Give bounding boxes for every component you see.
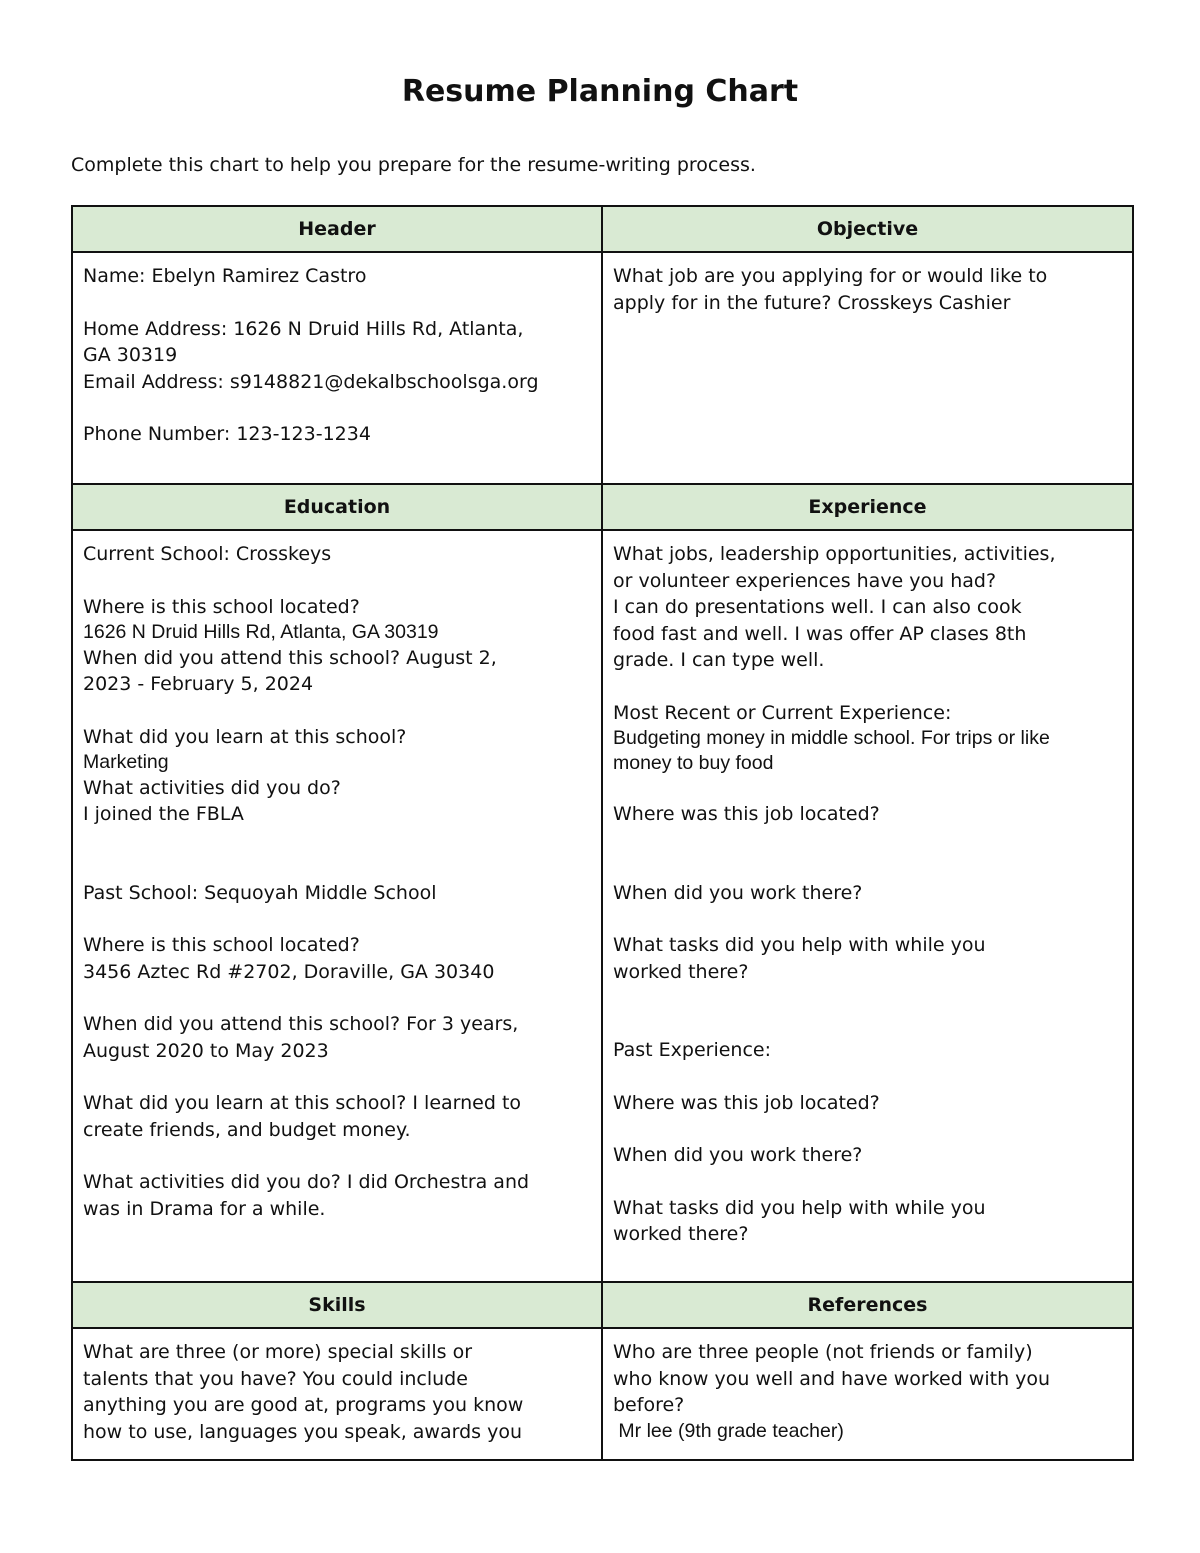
past-work-dates-question: When did you work there?	[613, 1144, 863, 1166]
experience-question: What jobs, leadership opportunities, activities,	[613, 543, 1056, 565]
header-cell[interactable]	[72, 252, 602, 484]
education-cell[interactable]	[72, 530, 602, 1282]
recent-experience-answer-cont: money to buy food	[613, 751, 774, 774]
email-field: Email Address: s9148821@dekalbschoolsga.org	[83, 370, 539, 393]
past-activities-cont: was in Drama for a while.	[83, 1197, 326, 1220]
references-cell[interactable]	[602, 1328, 1133, 1460]
page-title: Resume Planning Chart	[401, 74, 799, 109]
past-tasks-question-cont: worked there?	[613, 1223, 749, 1245]
phone-field: Phone Number: 123-123-1234	[83, 423, 371, 445]
work-dates-question: When did you work there?	[613, 881, 863, 904]
objective-text-cont: apply for in the future? Crosskeys Cashier	[613, 291, 1011, 314]
objective-cell[interactable]	[602, 252, 1133, 484]
references-prompt-cont: who know you well and have worked with you	[613, 1367, 1051, 1390]
objective-section-title: Objective	[602, 206, 1133, 252]
references-answer: Mr lee (9th grade teacher)	[613, 1419, 844, 1442]
past-learn-cont: create friends, and budget money.	[83, 1118, 411, 1141]
objective-text: What job are you applying for or would like to	[613, 265, 1048, 287]
tasks-question: What tasks did you help with while you	[613, 934, 986, 956]
instructions: Complete this chart to help you prepare for the resume-writing process.	[71, 154, 756, 176]
references-section-title: References	[602, 1282, 1133, 1328]
skills-cell[interactable]	[72, 1328, 602, 1460]
past-experience-label: Past Experience:	[613, 1039, 771, 1061]
attend-dates-cont: 2023 - February 5, 2024	[83, 673, 314, 695]
past-school: Past School: Sequoyah Middle School	[83, 881, 437, 904]
past-learn: What did you learn at this school? I learned to	[83, 1092, 522, 1114]
skills-section-title: Skills	[72, 1282, 602, 1328]
experience-answer-cont2: grade. I can type well.	[613, 649, 825, 671]
school-location-question: Where is this school located?	[83, 595, 360, 618]
skills-prompt-cont3: how to use, languages you speak, awards you	[83, 1420, 523, 1443]
learn-answer: Marketing	[83, 751, 169, 773]
experience-answer: I can do presentations well. I can also cook	[613, 596, 1022, 618]
education-section-title: Education	[72, 484, 602, 530]
references-prompt: Who are three people (not friends or family)	[613, 1341, 1033, 1363]
past-activities: What activities did you do? I did Orchestra and	[83, 1171, 530, 1193]
experience-section-title: Experience	[602, 484, 1133, 530]
past-attend-dates-cont: August 2020 to May 2023	[83, 1039, 329, 1062]
experience-cell[interactable]	[602, 530, 1133, 1282]
recent-experience-label: Most Recent or Current Experience:	[613, 701, 952, 724]
activities-question: What activities did you do?	[83, 776, 341, 799]
skills-prompt: What are three (or more) special skills or	[83, 1341, 473, 1363]
past-job-location-question: Where was this job located?	[613, 1091, 880, 1114]
home-address-field-cont: GA 30319	[83, 344, 178, 366]
experience-question-cont: or volunteer experiences have you had?	[613, 569, 997, 592]
job-location-question: Where was this job located?	[613, 803, 880, 825]
name-field: Name: Ebelyn Ramirez Castro	[83, 265, 367, 287]
experience-answer-cont: food fast and well. I was offer AP clases 8th	[613, 622, 1027, 645]
references-prompt-cont2: before?	[613, 1394, 685, 1416]
learn-question: What did you learn at this school?	[83, 725, 407, 748]
skills-prompt-cont2: anything you are good at, programs you know	[83, 1394, 524, 1416]
activities-answer: I joined the FBLA	[83, 803, 244, 825]
skills-prompt-cont: talents that you have? You could include	[83, 1367, 468, 1390]
resume-planning-table	[71, 205, 1134, 1461]
past-school-location-question: Where is this school located?	[83, 934, 360, 956]
attend-dates: When did you attend this school? August 2,	[83, 646, 497, 669]
header-section-title: Header	[72, 206, 602, 252]
recent-experience-answer: Budgeting money in middle school. For trips or like	[613, 727, 1050, 749]
current-school: Current School: Crosskeys	[83, 543, 332, 565]
tasks-question-cont: worked there?	[613, 960, 749, 983]
past-attend-dates: When did you attend this school? For 3 years,	[83, 1013, 519, 1035]
past-tasks-question: What tasks did you help with while you	[613, 1196, 986, 1219]
school-location-answer: 1626 N Druid Hills Rd, Atlanta, GA 30319	[83, 621, 439, 643]
past-school-location-answer: 3456 Aztec Rd #2702, Doraville, GA 30340	[83, 960, 495, 983]
home-address-field: Home Address: 1626 N Druid Hills Rd, Atlanta,	[83, 317, 524, 340]
